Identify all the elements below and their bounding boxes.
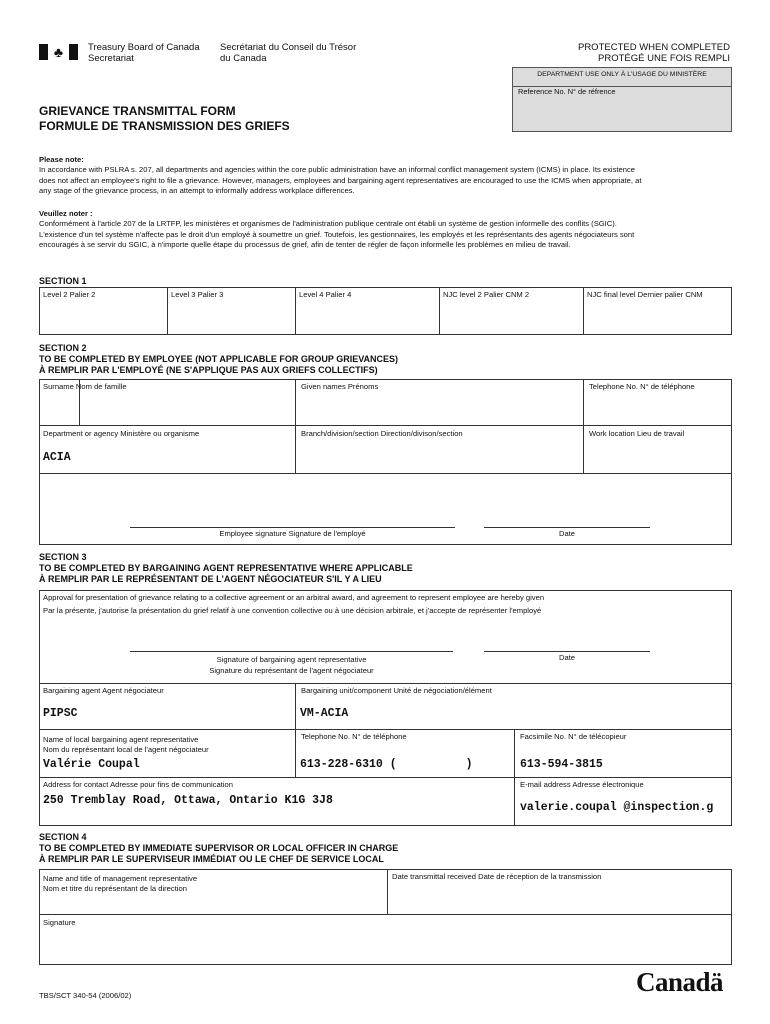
local-rep-field[interactable]: Valérie Coupal [43,758,140,771]
section2-box [39,379,732,545]
supervisor-signature-field[interactable]: Signature [43,918,76,927]
form-number: TBS/SCT 340-54 (2006/02) [39,991,132,1000]
note-en: Please note: In accordance with PSLRA s. 207, all departments and agencies within the core public administration have an informal conflict management system (ICMS) in place. Its existence does not affect an employee's right to file a grievance. However, managers, employees and bargaining agent representatives are encouraged to use the ICMS when appropriate, at any stage of the grievance process, in an attempt to informally address workplace differences. [39,155,642,196]
njc-level2-box[interactable]: NJC level 2 Palier CNM 2 [439,287,584,335]
telephone-field[interactable]: Telephone No. N° de téléphone [589,382,695,391]
employee-date-label: Date [558,529,576,538]
department-field-label: Department or agency Ministère ou organisme [43,429,200,438]
dept-name-en: Treasury Board of Canada Secretariat [88,42,200,64]
employee-signature-label: Employee signature Signature de l'employé [219,529,366,538]
branch-field[interactable]: Branch/division/section Direction/divison/section [301,429,463,438]
address-label: Address for contact Adresse pour fins de communication [43,780,233,789]
bargaining-unit-label: Bargaining unit/component Unité de négociation/élément [301,686,492,695]
njc-final-level-box[interactable]: NJC final level Dernier palier CNM [583,287,732,335]
level2-box[interactable]: Level 2 Palier 2 [39,287,168,335]
address-field[interactable]: 250 Tremblay Road, Ottawa, Ontario K1G 3J8 [43,794,333,807]
email-field[interactable]: valerie.coupal @inspection.g [520,801,714,814]
rep-date-label: Date [558,653,576,662]
dept-name-fr: Secrétariat du Conseil du Trésor du Canada [220,42,357,64]
work-location-field[interactable]: Work location Lieu de travail [589,429,685,438]
level4-box[interactable]: Level 4 Palier 4 [295,287,440,335]
given-names-field[interactable]: Given names Prénoms [301,382,379,391]
bargaining-agent-field[interactable]: PIPSC [43,707,78,720]
note-fr: Veuillez noter : Conformément à l'article 207 de la LRTFP, les ministères et organismes de l'administration publique centrale ont établi un système de gestion informelle des conflits (SGIC). L'existence d'un tel système n'affecte pas le droit d'un employé à soumettre un grief. Toutefois, les gestionnaires, les employés et les représentants des agents négociateurs sont encouragés à se servir du SGIC, à n'importe quelle étape du processus de grief, afin de tenter de régler de façon informelle les problèmes en milieu de travail. [39,209,635,250]
section2-heading: SECTION 2 TO BE COMPLETED BY EMPLOYEE (NOT APPLICABLE FOR GROUP GRIEVANCES) À REMPLIR PAR L'EMPLOYÉ (NE S'APPLIQUE PAS AUX GRIEFS COLLECTIFS) [39,343,399,375]
approval-text: Approval for presentation of grievance relating to a collective agreement or an arbitral award, and agreement to represent employee are hereby given Par la présente, j'autorise la présentation du grief relatif à une convention collective ou à une décision arbitrale, et j'accepte de représenter l'employé [43,593,545,616]
rep-signature-label: Signature of bargaining agent representative Signature du représentant de l'agent négociateur [209,655,374,675]
section1-heading: SECTION 1 [39,276,87,286]
protected-notice: PROTECTED WHEN COMPLETED PROTÉGÉ UNE FOIS REMPLI [577,42,730,64]
bargaining-unit-field[interactable]: VM-ACIA [300,707,349,720]
rep-telephone-label: Telephone No. N° de téléphone [301,732,407,741]
dept-use-only-label: DEPARTMENT USE ONLY À L'USAGE DU MINISTÈRE [537,71,707,78]
reference-number-field[interactable]: Reference No. N° de réfrence [518,87,616,96]
level3-box[interactable]: Level 3 Palier 3 [167,287,296,335]
surname-field[interactable]: Surname Nom de famille [43,382,127,391]
canada-wordmark: Canadä [636,967,724,997]
department-field[interactable]: ACIA [43,451,71,464]
form-title: GRIEVANCE TRANSMITTAL FORM FORMULE DE TRANSMISSION DES GRIEFS [39,104,290,133]
rep-telephone-field[interactable]: 613-228-6310 ( ) [300,758,473,771]
canada-flag-icon: ♣ [39,44,78,60]
fax-field[interactable]: 613-594-3815 [520,758,603,771]
management-rep-field[interactable]: Name and title of management representative Nom et titre du représentant de la direction [43,874,198,893]
section3-heading: SECTION 3 TO BE COMPLETED BY BARGAINING AGENT REPRESENTATIVE WHERE APPLICABLE À REMPLIR PAR LE REPRÉSENTANT DE L'AGENT NÉGOCIATEUR S'IL Y A LIEU [39,552,413,584]
bargaining-agent-label: Bargaining agent Agent négociateur [43,686,164,695]
fax-label: Facsimile No. N° de télécopieur [520,732,627,741]
section4-heading: SECTION 4 TO BE COMPLETED BY IMMEDIATE SUPERVISOR OR LOCAL OFFICER IN CHARGE À REMPLIR PAR LE SUPERVISEUR IMMÉDIAT OU LE CHEF DE SERVICE LOCAL [39,832,399,864]
email-label: E-mail address Adresse électronique [520,780,644,789]
date-received-field[interactable]: Date transmittal received Date de réception de la transmission [392,872,602,881]
local-rep-label: Name of local bargaining agent representative Nom du représentant local de l'agent négociateur [43,735,209,754]
